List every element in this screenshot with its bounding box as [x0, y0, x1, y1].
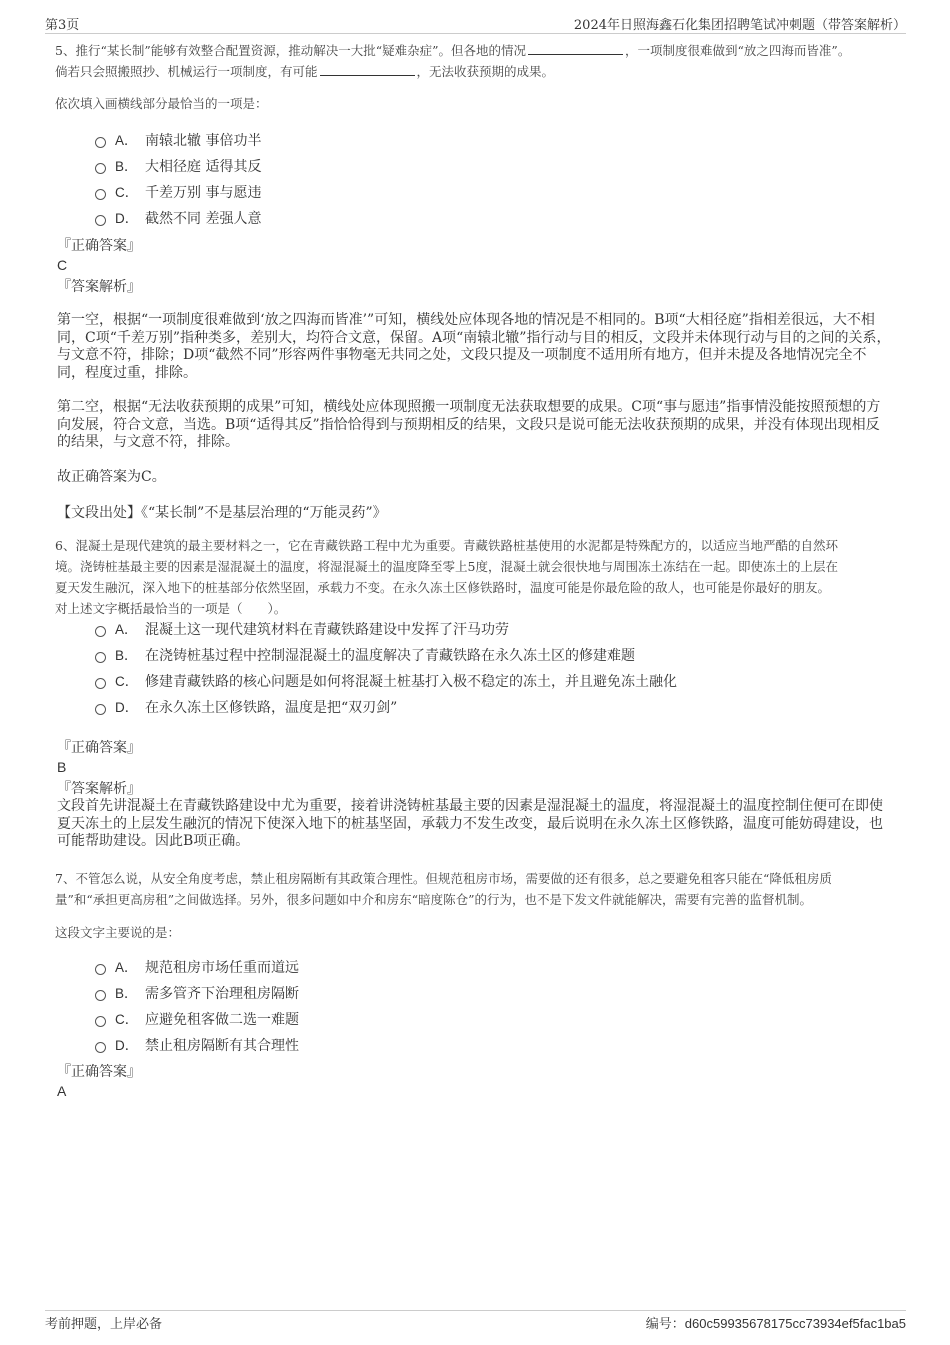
footer-slogan: 考前押题，上岸必备 [45, 1317, 163, 1332]
q6-line: 对上述文字概括最恰当的一项是（ ）。 [55, 601, 287, 616]
q5-prompt: 依次填入画横线部分最恰当的一项是： [55, 96, 268, 111]
radio-button[interactable] [95, 1016, 106, 1027]
q5-option-c[interactable] [95, 180, 895, 206]
q6-line: 夏天发生融沉，深入地下的桩基部分依然坚固，承载力不变。在永久冻土区修铁路时，温度可能是你最危险的敌人，也可能是你最好的朋友。 [55, 580, 831, 595]
radio-button[interactable] [95, 704, 106, 715]
q7-option-d[interactable] [95, 1033, 895, 1059]
radio-button[interactable] [95, 163, 106, 174]
q5-option-d[interactable] [95, 206, 895, 232]
q7-answer: A [57, 1083, 67, 1099]
document-title: 2024年日照海鑫石化集团招聘笔试冲刺题（带答案解析） [573, 18, 906, 33]
q5-blank-1 [528, 42, 623, 55]
document-id [646, 1313, 906, 1332]
q6-answer-label: 『正确答案』 [57, 740, 141, 756]
q7-option-a[interactable] [95, 955, 895, 981]
option-text: 千差万别 事与愿违 [145, 185, 262, 201]
q5-analysis-paragraph-2: 第二空，根据“无法收获预期的成果”可知，横线处应体现照搬一项制度无法获取想要的成果。C项“事与愿违”指事情没能按照预想的方向发展，符合文意，当选。B项“适得其反”指恰恰得到与预期相反的结果，文段只是说可能无法收获预期的成果，并没有体现出现相反的结果，与文意不符，排除。 [57, 399, 881, 450]
q5-answer-label: 『正确答案』 [57, 238, 141, 254]
option-text: 修建青藏铁路的核心问题是如何将混凝土桩基打入极不稳定的冻土，并且避免冻土融化 [145, 674, 677, 690]
footer-divider [45, 1310, 906, 1311]
q6-option-c[interactable] [95, 669, 895, 695]
radio-button[interactable] [95, 964, 106, 975]
option-text: 南辕北辙 事倍功半 [145, 133, 262, 149]
option-text: 混凝土这一现代建筑材料在青藏铁路建设中发挥了汗马功劳 [145, 622, 509, 638]
q6-line: 境。浇铸桩基最主要的因素是湿混凝土的温度，将湿混凝土的温度降至零上5度，混凝土就会很快地与周围冻土冻结在一起。即使冻土的上层在 [55, 559, 838, 574]
q7-option-c[interactable] [95, 1007, 895, 1033]
question-7-text [55, 868, 900, 910]
q5-option-a[interactable] [95, 128, 895, 154]
header-divider [45, 33, 906, 34]
radio-button[interactable] [95, 1042, 106, 1053]
option-letter: A． [115, 960, 138, 975]
q5-text-part-4: ，无法收获预期的成果。 [416, 64, 555, 79]
q6-answer: B [57, 759, 67, 775]
radio-button[interactable] [95, 189, 106, 200]
option-text: 在浇铸桩基过程中控制湿混凝土的温度解决了青藏铁路在永久冻土区的修建难题 [145, 648, 635, 664]
q6-options [95, 617, 895, 721]
option-text: 规范租房市场任重而道远 [145, 960, 299, 976]
q5-source: 【文段出处】《“某长制”不是基层治理的“万能灵药”》 [57, 505, 387, 521]
option-letter: D． [115, 1038, 139, 1053]
option-letter: C． [115, 185, 139, 200]
q6-analysis-label: 『答案解析』 [57, 781, 141, 797]
option-text: 大相径庭 适得其反 [145, 159, 262, 175]
question-6-text [55, 535, 900, 619]
q5-option-b[interactable] [95, 154, 895, 180]
option-letter: A． [115, 133, 138, 148]
radio-button[interactable] [95, 626, 106, 637]
q5-analysis-paragraph-1: 第一空，根据“一项制度很难做到‘放之四海而皆准’”可知，横线处应体现各地的情况是不相同的。B项“大相径庭”指相差很远，大不相同，C项“千差万别”指种类多，差别大，均符合文意，保留。A项“南辕北辙”指行动与目的相反，文段并未体现行动与目的之间的关系，与文意不符，排除；D项“截然不同”形容两件事物毫无共同之处，文段只提及一项制度不适用所有地方，但并未提及各地情况完全不同，程度过重，排除。 [57, 312, 891, 381]
q5-text-part-2: ，一项制度很难做到“放之四海而皆准”。 [625, 43, 851, 58]
document-id-label: 编号： [645, 1317, 685, 1332]
radio-button[interactable] [95, 652, 106, 663]
q5-analysis-label: 『答案解析』 [57, 279, 141, 295]
q6-option-a[interactable] [95, 617, 895, 643]
page-number: 第3页 [45, 18, 80, 33]
q5-text-part-3: 倘若只会照搬照抄、机械运行一项制度，有可能 [55, 64, 318, 79]
option-text: 禁止租房隔断有其合理性 [145, 1038, 299, 1054]
q7-line: 7、不管怎么说，从安全角度考虑，禁止租房隔断有其政策合理性。但规范租房市场，需要做的还有很多，总之要避免租客只能在“降低租房质 [55, 871, 832, 886]
radio-button[interactable] [95, 678, 106, 689]
q5-options [95, 128, 895, 232]
document-id-code: d60c59935678175cc73934ef5fac1ba5 [684, 1316, 906, 1331]
option-text: 应避免租客做二选一难题 [145, 1012, 299, 1028]
q6-analysis: 文段首先讲混凝土在青藏铁路建设中尤为重要，接着讲浇铸桩基最主要的因素是湿混凝土的温度，将湿混凝土的温度控制住便可在即使夏天冻土的上层发生融沉的情况下使深入地下的桩基坚固，承载力不发生改变，最后说明在永久冻土区修铁路，温度可能妨碍建设，也可能帮助建设。因此B项正确。 [57, 798, 883, 849]
option-letter: B． [115, 648, 138, 663]
option-letter: C． [115, 1012, 139, 1027]
q5-text-part-1: 5、推行“某长制”能够有效整合配置资源，推动解决一大批“疑难杂症”。但各地的情况 [55, 43, 527, 58]
option-letter: A． [115, 622, 138, 637]
radio-button[interactable] [95, 215, 106, 226]
option-letter: D． [115, 700, 139, 715]
q7-prompt: 这段文字主要说的是： [55, 925, 181, 940]
q5-analysis-conclusion: 故正确答案为C。 [57, 469, 166, 485]
q7-option-b[interactable] [95, 981, 895, 1007]
q7-options [95, 955, 895, 1059]
q7-line: 量”和“承担更高房租”之间做选择。另外，很多问题如中介和房东“暗度陈仓”的行为，也不是下发文件就能解决，需要有完善的监督机制。 [55, 892, 812, 907]
option-letter: C． [115, 674, 139, 689]
q5-answer: C [57, 257, 68, 273]
radio-button[interactable] [95, 137, 106, 148]
option-text: 需多管齐下治理租房隔断 [145, 986, 299, 1002]
q6-option-d[interactable] [95, 695, 895, 721]
q7-answer-label: 『正确答案』 [57, 1064, 141, 1080]
q6-line: 6、混凝土是现代建筑的最主要材料之一，它在青藏铁路工程中尤为重要。青藏铁路桩基使用的水泥都是特殊配方的，以适应当地严酷的自然环 [55, 538, 838, 553]
q5-blank-2 [320, 63, 415, 76]
option-text: 在永久冻土区修铁路，温度是把“双刃剑” [145, 700, 398, 716]
option-text: 截然不同 差强人意 [145, 211, 262, 227]
option-letter: B． [115, 986, 138, 1001]
q6-option-b[interactable] [95, 643, 895, 669]
radio-button[interactable] [95, 990, 106, 1001]
option-letter: B． [115, 159, 138, 174]
option-letter: D． [115, 211, 139, 226]
question-5-text [55, 40, 900, 82]
